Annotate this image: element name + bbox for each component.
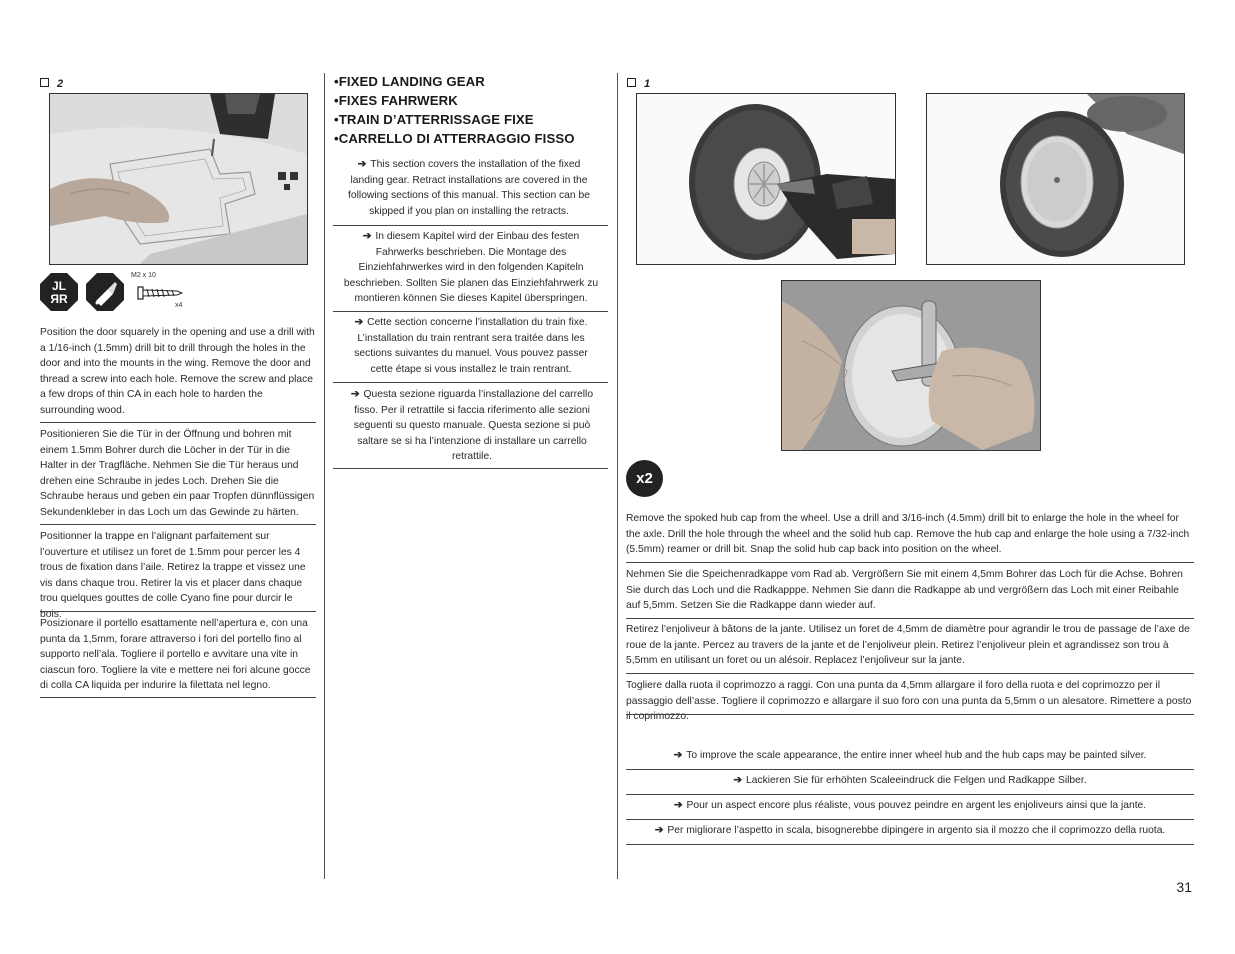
page-number: 31 — [1176, 879, 1192, 895]
instruction-en: Remove the spoked hub cap from the wheel. Use a drill and 3/16-inch (4.5mm) drill bit to enlarge the hole in the wheel for the axle. Drill the hole through the wheel and the solid hub cap. Remove the hub cap and enlarge the hole using a 7/32-inch (5.5mm) reamer or drill bit. Snap the solid hub cap back into position on the wheel. — [626, 513, 1190, 555]
step-1-header — [627, 74, 650, 92]
wing-door-drilling-photo — [49, 93, 308, 265]
arrow-icon: ➔ — [354, 317, 364, 328]
step-number: 1 — [644, 78, 651, 90]
tip-fr — [626, 798, 1194, 814]
note-en — [342, 157, 596, 219]
arrow-icon: ➔ — [357, 159, 367, 170]
column-divider — [324, 73, 325, 879]
tip-it-text: Per migliorare l’aspetto in scala, bisognerebbe dipingere in argento sia il mozzo che il coprimozzo della ruota. — [667, 825, 1166, 836]
hub-cap-reaming-photo — [781, 280, 1041, 451]
note-it-text: Questa sezione riguarda l’installazione del carrello fisso. Per il retrattile si faccia riferimento alle sezioni seguenti su questo manuale. Questa sezione si può saltare se si ha l’intenzione di installare un carrello retrattile. — [353, 389, 594, 462]
instruction-en: Position the door squarely in the opening and use a drill with a 1/16-inch (1.5mm) drill bit to drill through the holes in the door and into the mounts in the wing. Remove the door and thread a screw into each hole. Remove the screw and place a few drops of thin CA in each hole to harden the surrounding wood. — [40, 327, 315, 416]
step-number: 2 — [57, 78, 64, 90]
column-divider — [617, 73, 618, 879]
instruction-de: Nehmen Sie die Speichenradkappe vom Rad ab. Vergrößern Sie mit einem 4,5mm Bohrer das Loch für die Achse. Bohren Sie durch das Loch und die Radkapppe. Nehmen Sie dann die Radkappe ab und vergrößern das Loch mit einer Reibahle auf 5,5mm. Setzen Sie die Radkappe dann wieder auf. — [626, 569, 1183, 611]
divider — [626, 769, 1194, 770]
divider — [40, 611, 316, 612]
wheel-drilling-photo — [636, 93, 896, 265]
divider — [626, 562, 1194, 563]
divider — [333, 468, 608, 469]
mount-icon — [40, 273, 78, 311]
arrow-icon: ➔ — [362, 231, 372, 242]
checkbox[interactable] — [40, 78, 49, 87]
svg-text:ЯR: ЯR — [50, 292, 68, 306]
note-fr-text: Cette section concerne l’installation du train fixe. L’installation du train rentrant sera traitée dans les sections suivantes du manuel. Vous pouvez passer cette étape si vous installez le train rentrant. — [354, 317, 588, 375]
divider — [626, 673, 1194, 674]
tip-de-text: Lackieren Sie für erhöhten Scaleeindruck die Felgen und Radkappe Silber. — [746, 775, 1087, 786]
divider — [333, 311, 608, 312]
divider — [333, 382, 608, 383]
divider — [626, 618, 1194, 619]
instruction-fr: Positionner la trappe en l’alignant parfaitement sur l’ouverture et utilisez un foret de 1.5mm pour percer les 4 trous de fixation dans l’aile. Retirez la trappe et vissez une vis dans chaque trou. Retirer la vis et placer dans chaque trou quelques gouttes de colle Cyano fine pour durcir le bois. — [40, 531, 306, 620]
tip-de — [626, 773, 1194, 789]
divider — [40, 524, 316, 525]
tip-fr-text: Pour un aspect encore plus réaliste, vous pouvez peindre en argent les enjoliveurs ainsi que la jante. — [686, 800, 1147, 811]
heading-fr: •TRAIN D’ATTERRISSAGE FIXE — [334, 112, 534, 127]
tip-en-text: To improve the scale appearance, the entire inner wheel hub and the hub caps may be painted silver. — [686, 750, 1147, 761]
note-de-text: In diesem Kapitel wird der Einbau des festen Fahrwerks beschrieben. Die Montage des Einziehfahrwerkes wird in den folgenden Kapiteln beschrieben. Sollten Sie planen das Einziehfahrwerk zu montieren können Sie dieses Kapitel überspringen. — [343, 231, 599, 304]
section-headings — [334, 72, 614, 148]
divider — [40, 422, 316, 423]
wheel-with-axle-photo — [926, 93, 1185, 265]
arrow-icon: ➔ — [350, 389, 360, 400]
divider — [626, 714, 1194, 715]
arrow-icon: ➔ — [673, 800, 683, 811]
note-en-text: This section covers the installation of the fixed landing gear. Retract installations are covered in the following sections of this manual. This section can be skipped if you plan on installing the retracts. — [348, 159, 590, 217]
checkbox[interactable] — [627, 78, 636, 87]
instruction-it: Posizionare il portello esattamente nell’apertura e, con una punta da 1,5mm, forare attraverso i fori del portello fino al supporto nell’ala. Togliere il portello e avvitare una vite in ciascun foro. Togliere la vite e mettere nei fori alcune gocce di colla CA liquida per indurire la filettata nel legno. — [40, 618, 311, 691]
instruction-de: Positionieren Sie die Tür in der Öffnung und bohren mit einem 1.5mm Bohrer durch die Löcher in der Tür in die Halter in der Tragfläche. Nehmen Sie die Tür heraus und drehen eine Schraube in jedes Loch. Drehen Sie die Schraube heraus und geben ein paar Tropfen dünnflüssigen Sekundenkleber in das Loch um das Gewinde zu härten. — [40, 429, 315, 518]
step-2-header — [40, 74, 63, 92]
divider — [40, 697, 316, 698]
screw-qty: x4 — [175, 302, 183, 309]
glue-bottle-icon — [86, 273, 124, 311]
divider — [333, 225, 608, 226]
note-de — [340, 229, 602, 307]
tip-en — [626, 748, 1194, 764]
screw-icon — [137, 286, 183, 300]
svg-text:JL: JL — [51, 279, 67, 293]
arrow-icon: ➔ — [673, 750, 683, 761]
divider — [626, 819, 1194, 820]
instruction-it: Togliere dalla ruota il coprimozzo a raggi. Con una punta da 4,5mm allargare il foro della ruota e del coprimozzo per il passaggio dell’asse. Togliere il coprimozzo e allargare il suo foro con una punta da 5,5mm o un alesatore. Rimettere a posto il coprimozzo. — [626, 680, 1192, 722]
note-it — [350, 387, 594, 465]
heading-en: •FIXED LANDING GEAR — [334, 74, 485, 89]
divider — [626, 794, 1194, 795]
screw-size-label: M2 x 10 — [131, 272, 156, 279]
tip-it — [626, 823, 1194, 839]
heading-it: •CARRELLO DI ATTERRAGGIO FISSO — [334, 131, 575, 146]
arrow-icon: ➔ — [733, 775, 743, 786]
arrow-icon: ➔ — [654, 825, 664, 836]
note-fr — [342, 315, 600, 377]
instruction-fr: Retirez l’enjoliveur à bâtons de la jante. Utilisez un foret de 4,5mm de diamètre pour agrandir le trou de passage de l’axe de roue de la jante. Percez au travers de la jante et de l’enjoliveur plein. Retirez l’enjoliveur plein et agrandissez son trou à 5,5mm en utilisant un foret ou un alésoir. Replacez l’enjoliveur sur la jante. — [626, 624, 1190, 666]
divider — [626, 844, 1194, 845]
quantity-badge: x2 — [626, 460, 663, 497]
heading-de: •FIXES FAHRWERK — [334, 93, 458, 108]
